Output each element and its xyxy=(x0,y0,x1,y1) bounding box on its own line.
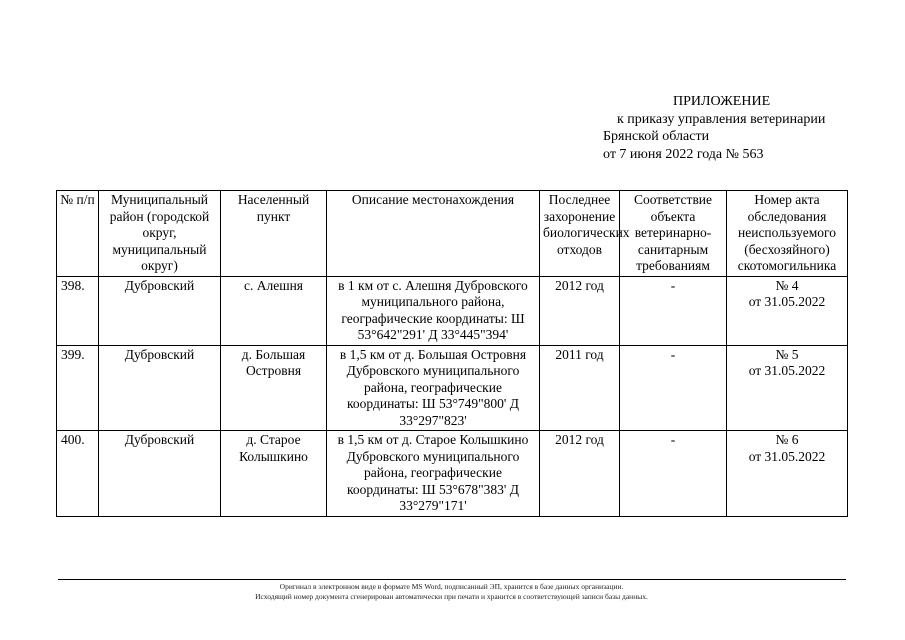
row-number: 398. xyxy=(57,276,99,345)
row-location: в 1 км от с. Алешня Дубровского муниципального района, географические координаты: Ш 53°642"291' Д 33°445"394' xyxy=(327,276,540,345)
act-number: № 4 xyxy=(775,277,799,293)
row-district: Дубровский xyxy=(99,276,221,345)
row-compliance: - xyxy=(620,345,727,431)
column-header-last-burial: Последнее захоронение биологических отходов xyxy=(540,191,620,277)
column-header-compliance: Соответствие объекта ветеринарно-санитарным требованиям xyxy=(620,191,727,277)
footer-line-original: Оригинал в электронном виде в формате MS Word, подписанный ЭП, хранится в базе данных организации. xyxy=(279,582,624,591)
row-act xyxy=(727,345,848,431)
row-location: в 1,5 км от д. Старое Колышкино Дубровского муниципального района, географические координаты: Ш 53°678"383' Д 33°279"171' xyxy=(327,431,540,517)
appendix-title: ПРИЛОЖЕНИЕ xyxy=(673,94,771,109)
footer-line-outgoing-number: Исходящий номер документа сгенерирован автоматически при печати и хранится в соответствующей записи базы данных. xyxy=(255,592,648,601)
header-line-region: Брянской области xyxy=(603,129,710,144)
row-number: 399. xyxy=(57,345,99,431)
cattle-burial-table xyxy=(56,190,848,517)
column-header-district: Муниципальный район (городской округ, муниципальный округ) xyxy=(99,191,221,277)
table-row xyxy=(57,276,848,345)
column-header-settlement: Населенный пункт xyxy=(221,191,327,277)
header-line-date: от 7 июня 2022 года № 563 xyxy=(603,146,764,162)
row-district: Дубровский xyxy=(99,345,221,431)
row-settlement: д. Большая Островня xyxy=(221,345,327,431)
row-last-burial: 2011 год xyxy=(540,345,620,431)
row-act xyxy=(727,276,848,345)
act-number: № 5 xyxy=(775,346,799,362)
header-line-order: к приказу управления ветеринарии xyxy=(617,111,826,127)
row-settlement: с. Алешня xyxy=(221,276,327,345)
row-last-burial: 2012 год xyxy=(540,431,620,517)
row-number: 400. xyxy=(57,431,99,517)
document-footer xyxy=(56,582,847,602)
act-number: № 6 xyxy=(775,432,799,447)
row-compliance: - xyxy=(620,431,727,517)
row-act xyxy=(727,431,848,517)
column-header-number: № п/п xyxy=(57,191,99,277)
table-row xyxy=(57,431,848,517)
row-settlement: д. Старое Колышкино xyxy=(221,431,327,517)
act-date: от 31.05.2022 xyxy=(748,294,826,309)
row-district: Дубровский xyxy=(99,431,221,517)
document-header xyxy=(603,93,825,163)
column-header-location: Описание местонахождения xyxy=(327,191,540,277)
column-header-act-number: Номер акта обследования неиспользуемого (бесхозяйного) скотомогильника xyxy=(727,191,848,277)
act-date: от 31.05.2022 xyxy=(748,448,826,464)
table-header-row xyxy=(57,191,848,277)
act-date: от 31.05.2022 xyxy=(748,363,826,378)
footer-divider xyxy=(58,579,846,580)
row-last-burial: 2012 год xyxy=(540,276,620,345)
table-row xyxy=(57,345,848,431)
row-compliance: - xyxy=(620,276,727,345)
row-location: в 1,5 км от д. Большая Островня Дубровского муниципального района, географические координаты: Ш 53°749"800' Д 33°297"823' xyxy=(327,345,540,431)
